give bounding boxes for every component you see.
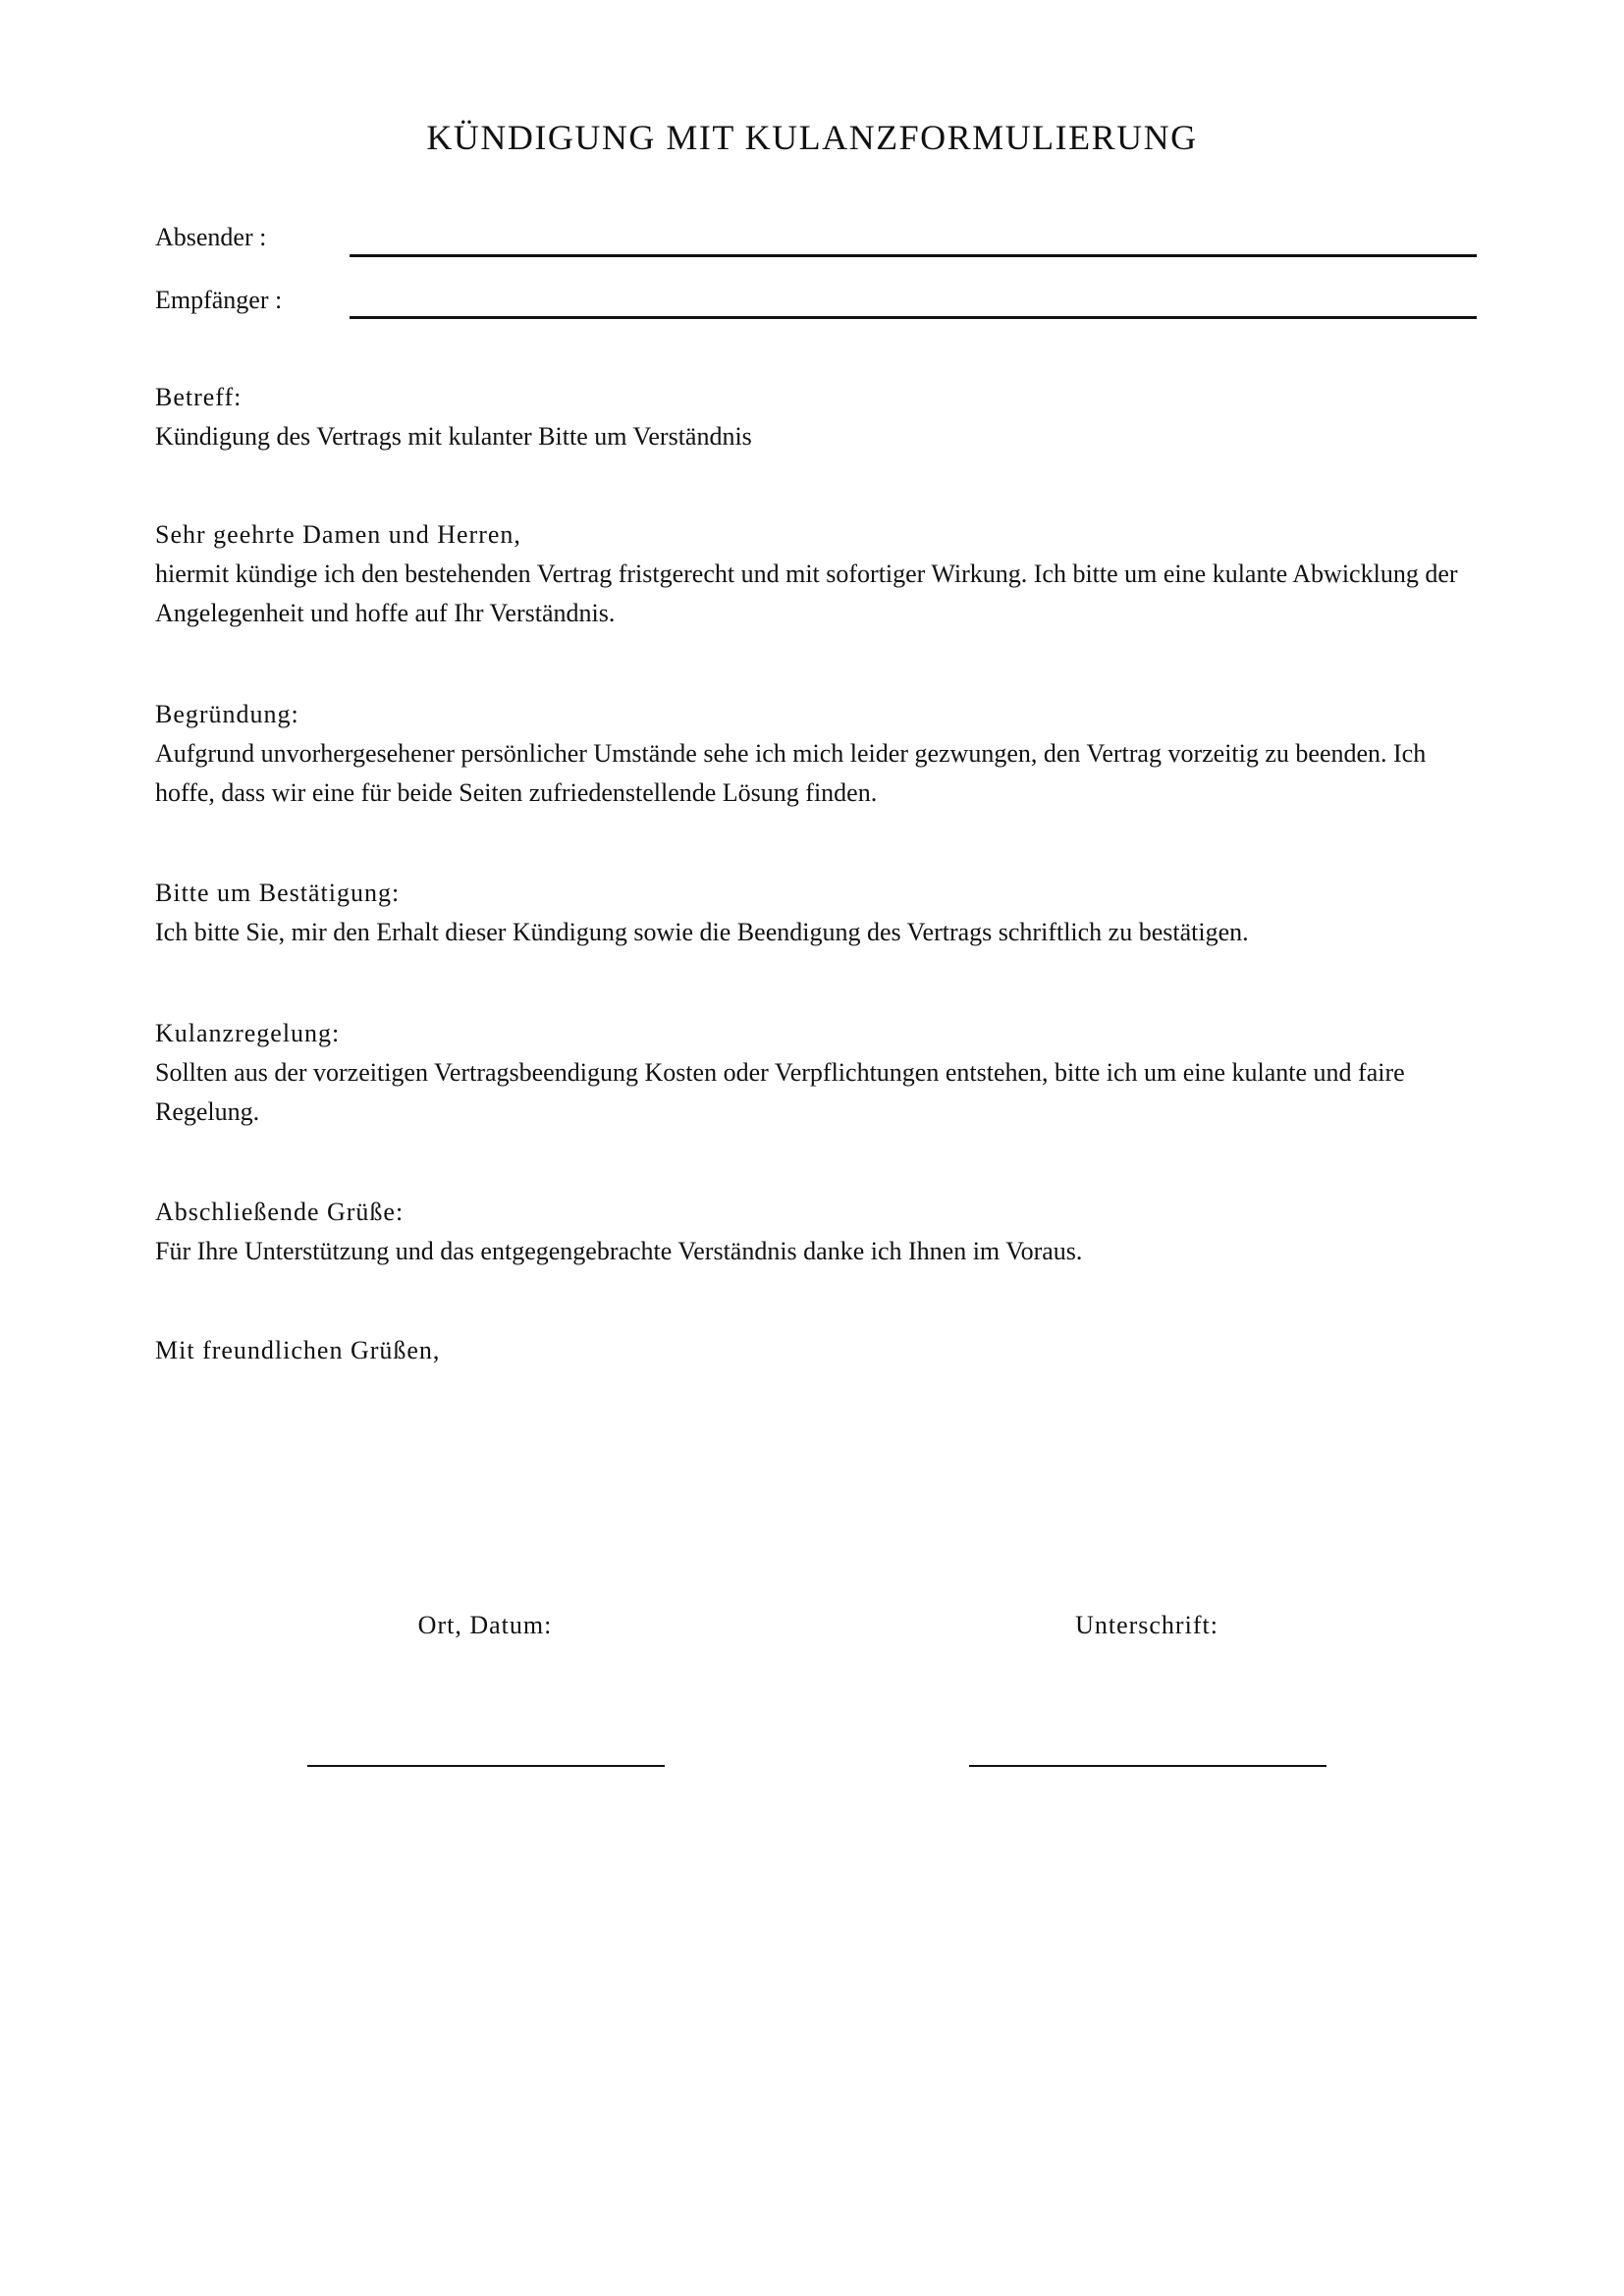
confirmation-heading: Bitte um Bestätigung: — [155, 879, 401, 907]
place-date-line[interactable] — [307, 1765, 665, 1767]
final-regards-section — [155, 1193, 1471, 1271]
salutation-text: hiermit kündige ich den bestehenden Vertrag fristgerecht und mit sofortiger Wirkung. Ich bitte um eine kulante Abwicklung der Angelegenheit und hoffe auf Ihr Verständnis. — [155, 560, 1458, 627]
reason-section — [155, 695, 1471, 813]
final-regards-text: Für Ihre Unterstützung und das entgegengebrachte Verständnis danke ich Ihnen im Voraus. — [155, 1237, 1083, 1265]
goodwill-heading: Kulanzregelung: — [155, 1019, 341, 1047]
salutation-heading: Sehr geehrte Damen und Herren, — [155, 520, 521, 549]
sender-label: Absender : — [155, 223, 267, 251]
document-title: KÜNDIGUNG MIT KULANZFORMULIERUNG — [426, 118, 1198, 157]
place-date-label: Ort, Datum: — [417, 1611, 553, 1639]
recipient-label: Empfänger : — [155, 286, 283, 314]
goodwill-section — [155, 1014, 1471, 1132]
confirmation-section — [155, 874, 1471, 952]
signature-label: Unterschrift: — [1075, 1611, 1218, 1639]
salutation-section — [155, 515, 1471, 633]
reason-text: Aufgrund unvorhergesehener persönlicher Umstände sehe ich mich leider gezwungen, den Vertrag vorzeitig zu beenden. Ich hoffe, dass wir eine für beide Seiten zufriedenstellende Lösung finden. — [155, 739, 1427, 807]
sender-line[interactable] — [350, 254, 1477, 257]
closing-line: Mit freundlichen Grüßen, — [155, 1336, 441, 1364]
reason-heading: Begründung: — [155, 700, 299, 728]
recipient-line[interactable] — [350, 316, 1477, 319]
subject-heading: Betreff: — [155, 383, 243, 411]
confirmation-text: Ich bitte Sie, mir den Erhalt dieser Kündigung sowie die Beendigung des Vertrags schriftlich zu bestätigen. — [155, 918, 1249, 946]
goodwill-text: Sollten aus der vorzeitigen Vertragsbeendigung Kosten oder Verpflichtungen entstehen, bitte ich um eine kulante und faire Regelung. — [155, 1058, 1405, 1126]
subject-section — [155, 378, 1471, 456]
final-regards-heading: Abschließende Grüße: — [155, 1198, 405, 1226]
signature-line[interactable] — [969, 1765, 1326, 1767]
subject-text: Kündigung des Vertrags mit kulanter Bitte um Verständnis — [155, 422, 752, 451]
